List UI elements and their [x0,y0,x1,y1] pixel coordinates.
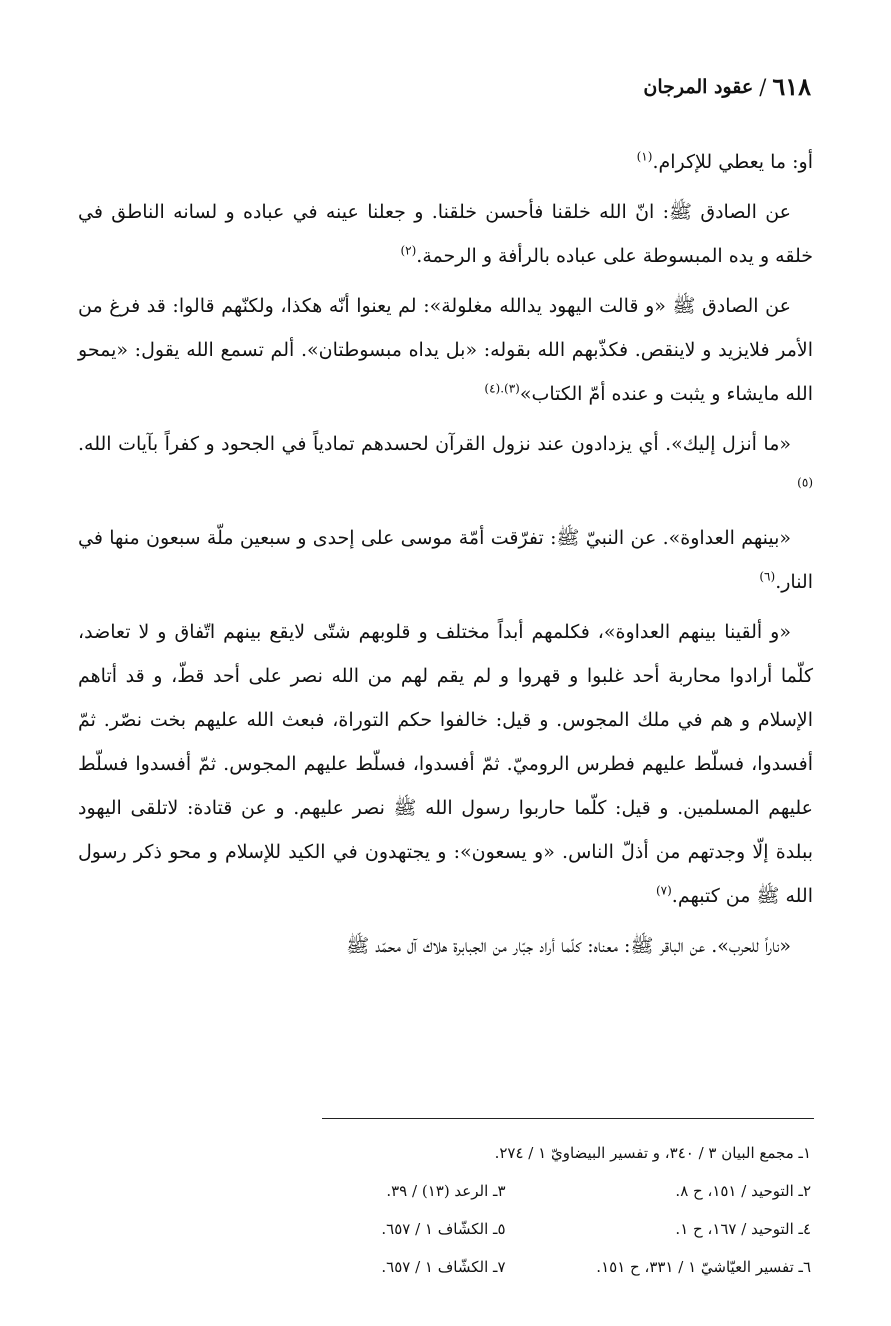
footnotes [200,1134,811,1286]
paragraph-text: «و ألقينا بينهم العداوة»، فكلمهم أبداً مختلف و قلوبهم شتّى لايقع بينهم اتّفاق و لا تعاضد، كلّما أرادوا محاربة أحد غلبوا و قهروا و لم يقم لهم من الله نصر على أحد قطّ، و قد أتاهم الإسلام و هم في ملك المجوس. و قيل: خالفوا حكم التوراة، فبعث الله عليهم بخت نصّر. ثمّ أفسدوا، فسلّط عليهم فطرس الروميّ. ثمّ أفسدوا، فسلّط عليهم المجوس. ثمّ أفسدوا فسلّط عليهم المسلمين. و قيل: كلّما حاربوا رسول الله ﷺ نصر عليهم. و عن قتادة: لاتلقى اليهود ببلدة إلّا وجدتهم من أذلّ الناس. «و يسعون»: و يجتهدون في الكيد للإسلام و محو ذكر رسول الله ﷺ من كتبهم. [78,621,813,907]
footnote: ٣ـ الرعد (١٣) / ٣٩. [386,1182,506,1200]
paragraph-text: «ناراً للحرب». عن الباقر ﷺ: معناه: كلّما أراد جبّار من الجبابرة هلاك آل محمّد ﷺ [346,935,791,957]
footnote-ref: (١) [636,149,653,164]
footnote: ٢ـ التوحيد / ١٥١، ح ٨. [675,1182,811,1200]
paragraph [78,422,813,510]
book-title: عقود المرجان [643,75,754,98]
footnote-ref: (٧) [655,883,672,898]
footnote-row [200,1248,811,1286]
footnote-ref: (٣).(٤) [484,381,520,396]
footnote-ref: (٢) [400,243,417,258]
paragraph [78,924,813,968]
paragraph [78,190,813,278]
paragraph-text: «ما أنزل إليك». أي يزدادون عند نزول القرآن لحسدهم تمادياً في الجحود و كفراً بآيات الله. [78,433,791,455]
footnote: ٥ـ الكشّاف ١ / ٦٥٧. [381,1220,506,1238]
main-text [78,140,813,974]
paragraph [78,284,813,416]
footnote: ٦ـ تفسير العيّاشيّ ١ / ٣٣١، ح ١٥١. [596,1258,811,1276]
header-separator: / [759,74,767,99]
footnote-row [200,1210,811,1248]
paragraph-text: عن الصادق ﷺ: انّ الله خلقنا فأحسن خلقنا. و جعلنا عينه في عباده و لسانه الناطق في خلقه و يده المبسوطة على عباده بالرأفة و الرحمة. [78,201,813,267]
footnote-row [200,1172,811,1210]
footnote-ref: (٥) [797,475,813,490]
paragraph-text: «بينهم العداوة». عن النبيّ ﷺ: تفرّقت أمّة موسى على إحدى و سبعين ملّة سبعون منها في النار. [78,527,813,593]
paragraph-text: عن الصادق ﷺ «و قالت اليهود يدالله مغلولة»: لم يعنوا أنّه هكذا، ولكنّهم قالوا: قد فرغ من الأمر فلايزيد و لاينقص. فكذّبهم الله بقوله: «بل يداه مبسوطتان». ألم تسمع الله يقول: «يمحو الله مايشاء و يثبت و عنده أمّ الكتاب» [78,295,813,405]
paragraph [78,140,813,184]
running-header [643,72,811,101]
paragraph-text: أو: ما يعطي للإكرام. [652,151,813,173]
page-number: ٦١٨ [772,72,811,101]
footnote: ٧ـ الكشّاف ١ / ٦٥٧. [381,1258,506,1276]
footnote-ref: (٦) [759,569,776,584]
footnote: ١ـ مجمع البيان ٣ / ٣٤٠، و تفسير البيضاويّ ١ / ٢٧٤. [494,1144,811,1162]
footnote-row [200,1134,811,1172]
footnote-divider [322,1118,814,1119]
footnote: ٤ـ التوحيد / ١٦٧، ح ١. [675,1220,811,1238]
paragraph [78,610,813,918]
paragraph [78,516,813,604]
